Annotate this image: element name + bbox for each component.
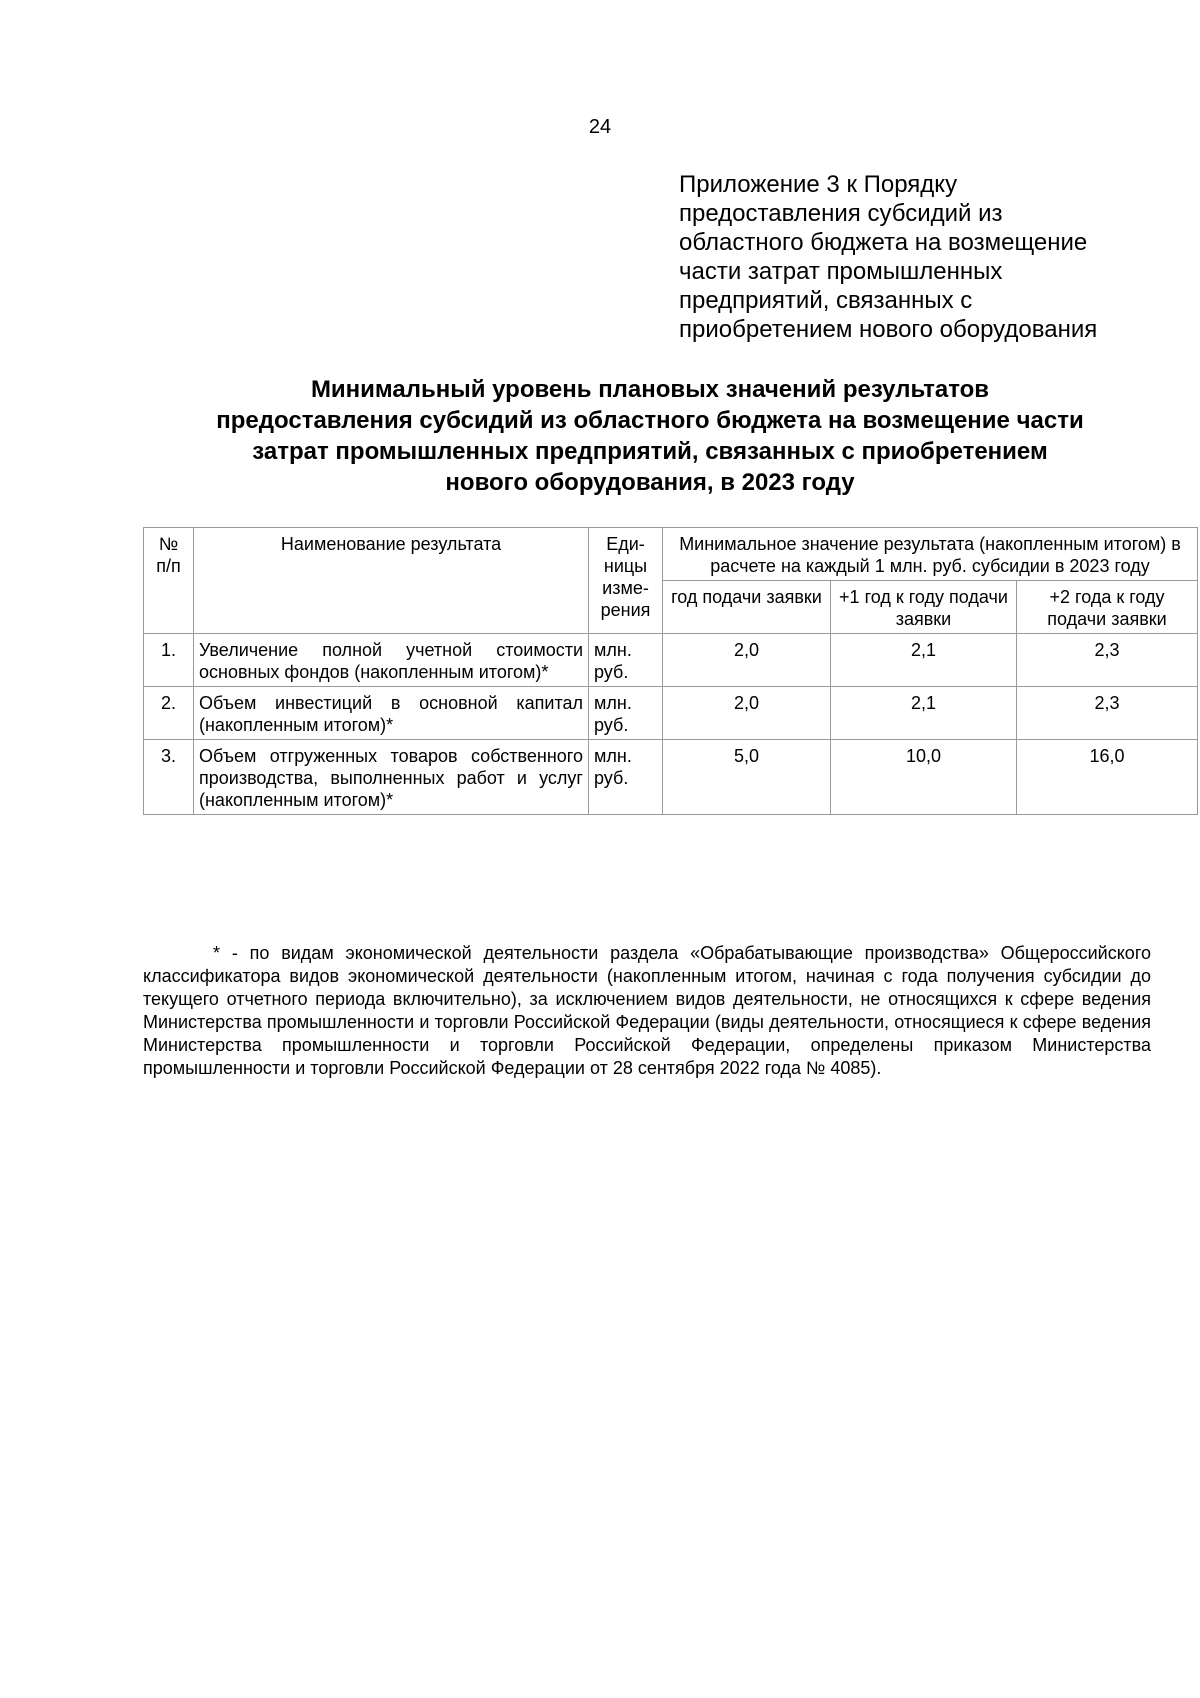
row-value-year-2: 2,3 (1017, 687, 1198, 740)
row-name: Увеличение полной учетной стоимости основных фондов (накопленным итогом)* (194, 634, 589, 687)
row-value-year-1: 2,1 (831, 634, 1017, 687)
appendix-line: Приложение 3 к Порядку (679, 171, 958, 198)
table-header-row (144, 528, 1198, 581)
results-table (143, 527, 1198, 815)
row-value-year-1: 2,1 (831, 687, 1017, 740)
row-value-year-0: 2,0 (663, 634, 831, 687)
appendix-line: предоставления субсидий из (679, 200, 1003, 227)
appendix-line: приобретением нового оборудования (679, 316, 1098, 343)
appendix-line: областного бюджета на возмещение (679, 229, 1088, 256)
row-num: 3. (144, 740, 194, 815)
header-name: Наименование результата (194, 528, 589, 634)
appendix-line: предприятий, связанных с (679, 287, 973, 314)
document-title (120, 374, 1180, 498)
footnote: * - по видам экономической деятельности раздела «Обрабатывающие производства» Общероссийского классификатора видов экономической деятельности (накопленным итогом, начиная с года получения субсидии до текущего отчетного периода включительно), за исключением видов деятельности, не относящихся к сфере ведения Министерства промышленности и торговли Российской Федерации (виды деятельности, относящиеся к сфере ведения Министерства промышленности и торговли Российской Федерации, определены приказом Министерства промышленности и торговли Российской Федерации от 28 сентября 2022 года № 4085). (143, 943, 1151, 1078)
row-value-year-0: 2,0 (663, 687, 831, 740)
table-row (144, 634, 1198, 687)
row-unit: млн. руб. (589, 687, 663, 740)
row-unit: млн. руб. (589, 740, 663, 815)
row-value-year-2: 16,0 (1017, 740, 1198, 815)
title-line: предоставления субсидий из областного бюджета на возмещение части (216, 407, 1084, 434)
header-unit: Еди-ницы изме-рения (589, 528, 663, 634)
row-value-year-1: 10,0 (831, 740, 1017, 815)
header-num: № п/п (144, 528, 194, 634)
row-value-year-0: 5,0 (663, 740, 831, 815)
title-line: нового оборудования, в 2023 году (445, 469, 855, 496)
header-year-0: год подачи заявки (663, 581, 831, 634)
row-num: 1. (144, 634, 194, 687)
table-row (144, 740, 1198, 815)
title-line: затрат промышленных предприятий, связанных с приобретением (252, 438, 1048, 465)
row-num: 2. (144, 687, 194, 740)
appendix-line: части затрат промышленных (679, 258, 1003, 285)
page-number: 24 (588, 116, 612, 138)
appendix-reference (679, 170, 1149, 344)
header-year-2: +2 года к году подачи заявки (1017, 581, 1198, 634)
table-row (144, 687, 1198, 740)
row-value-year-2: 2,3 (1017, 634, 1198, 687)
header-min-value-group: Минимальное значение результата (накопленным итогом) в расчете на каждый 1 млн. руб. субсидии в 2023 году (663, 528, 1198, 581)
row-name: Объем отгруженных товаров собственного производства, выполненных работ и услуг (накопленным итогом)* (194, 740, 589, 815)
header-year-1: +1 год к году подачи заявки (831, 581, 1017, 634)
row-name: Объем инвестиций в основной капитал (накопленным итогом)* (194, 687, 589, 740)
title-line: Минимальный уровень плановых значений результатов (310, 376, 990, 403)
row-unit: млн. руб. (589, 634, 663, 687)
